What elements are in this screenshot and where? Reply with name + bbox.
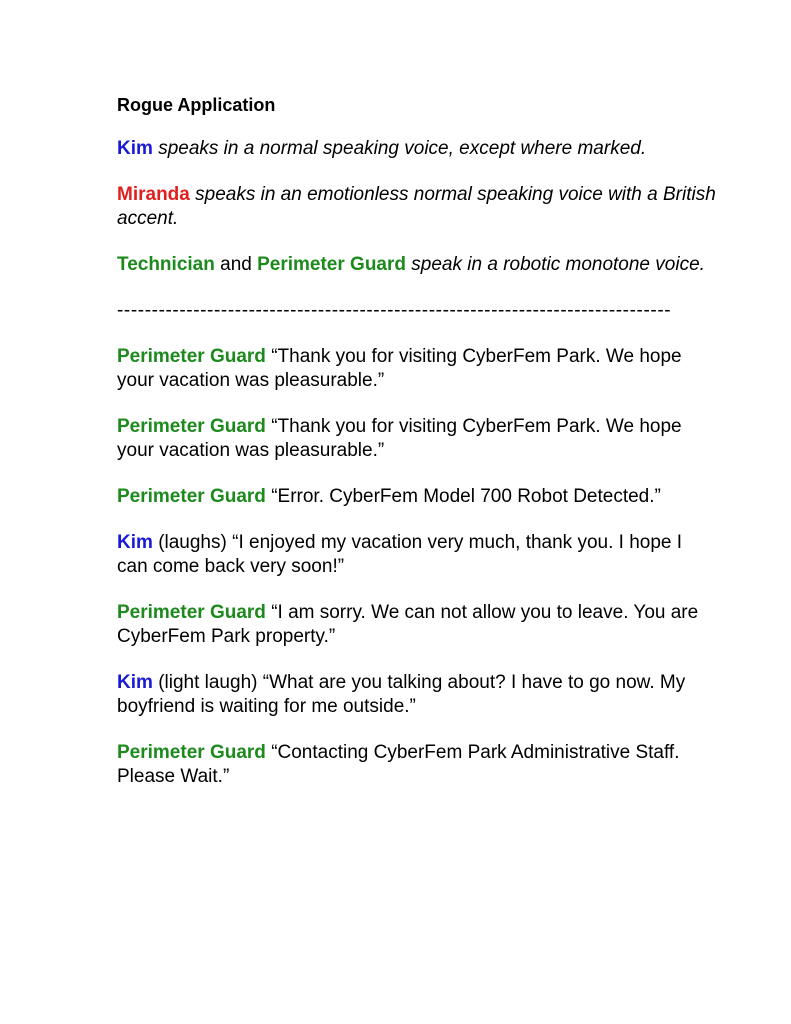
document-title: Rogue Application	[117, 95, 276, 115]
stage-direction: (light laugh)	[158, 672, 258, 693]
speaker-name-kim: Kim	[117, 138, 153, 159]
dialogue-text: “I am sorry. We can not allow you to leave. You are CyberFem Park property.”	[117, 602, 699, 647]
connector-text: and	[220, 254, 252, 275]
dialogue-line	[117, 485, 717, 509]
dialogue-line	[117, 601, 717, 649]
dialogue-text: “Contacting CyberFem Park Administrative Staff. Please Wait.”	[117, 742, 680, 787]
voice-note-text: speaks in an emotionless normal speaking voice with a British accent.	[117, 184, 716, 229]
voice-note-text: speaks in a normal speaking voice, except where marked.	[158, 138, 647, 159]
speaker-name: Perimeter Guard	[117, 416, 266, 437]
dialogue-text: “Thank you for visiting CyberFem Park. We hope your vacation was pleasurable.”	[117, 346, 682, 391]
speaker-name: Perimeter Guard	[117, 346, 266, 367]
dialogue-line	[117, 671, 717, 719]
speaker-name-perimeter-guard: Perimeter Guard	[257, 254, 407, 275]
dialogue-text: “I enjoyed my vacation very much, thank you. I hope I can come back very soon!”	[117, 532, 683, 577]
speaker-name: Perimeter Guard	[117, 602, 266, 623]
speaker-name: Perimeter Guard	[117, 486, 266, 507]
dialogue-text: “What are you talking about? I have to go now. My boyfriend is waiting for me outside.”	[117, 672, 686, 717]
dialogue-line	[117, 531, 717, 579]
voice-note-text: speak in a robotic monotone voice.	[411, 254, 705, 275]
speaker-name: Kim	[117, 672, 153, 693]
speaker-name-miranda: Miranda	[117, 184, 190, 205]
section-divider: --------------------------------------------------------------------------------	[117, 300, 672, 321]
speaker-name: Kim	[117, 532, 153, 553]
script-page	[117, 94, 717, 811]
dialogue-line	[117, 415, 717, 463]
dialogue-line	[117, 741, 717, 789]
stage-direction: (laughs)	[158, 532, 227, 553]
dialogue-text: “Thank you for visiting CyberFem Park. We hope your vacation was pleasurable.”	[117, 416, 682, 461]
voice-note-technician-guard	[117, 253, 717, 277]
dialogue-line	[117, 345, 717, 393]
voice-note-kim	[117, 137, 717, 161]
speaker-name-technician: Technician	[117, 254, 215, 275]
dialogue-text: “Error. CyberFem Model 700 Robot Detected.”	[271, 486, 661, 507]
speaker-name: Perimeter Guard	[117, 742, 266, 763]
voice-note-miranda	[117, 183, 717, 231]
